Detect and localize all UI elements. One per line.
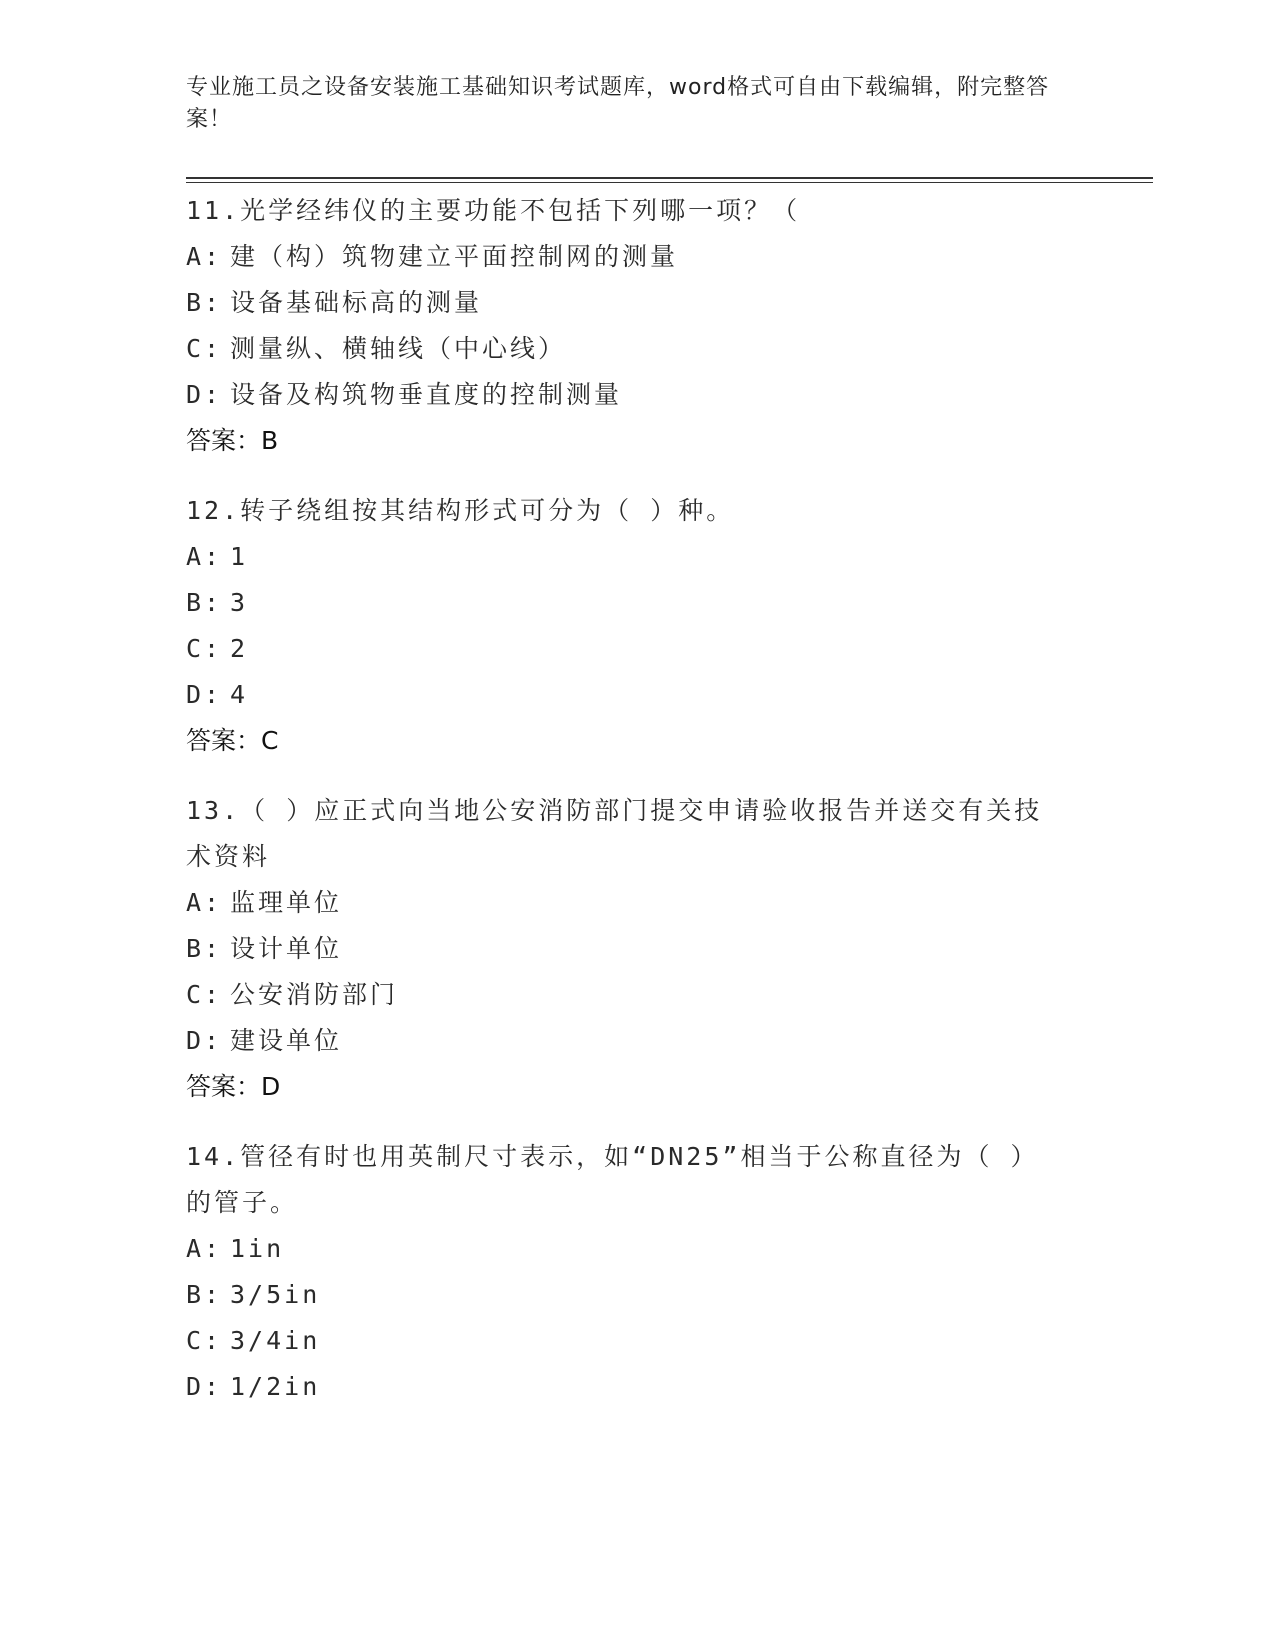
- option-text: 1in: [230, 1234, 285, 1263]
- option-b: [186, 926, 1086, 972]
- option-key: B:: [186, 588, 223, 617]
- option-c: [186, 626, 1086, 672]
- option-a: [186, 880, 1086, 926]
- option-key: D:: [186, 1026, 223, 1055]
- option-key: C:: [186, 334, 223, 363]
- header-rule-thick: [186, 177, 1153, 179]
- option-d: [186, 672, 1086, 718]
- option-key: D:: [186, 380, 223, 409]
- option-key: C:: [186, 980, 223, 1009]
- option-key: D:: [186, 680, 223, 709]
- option-text: 1: [230, 542, 249, 571]
- option-text: 建设单位: [230, 1026, 343, 1055]
- question-11: [186, 188, 1086, 464]
- option-a: [186, 234, 1086, 280]
- header-rule-thin: [186, 182, 1153, 183]
- option-text: 设计单位: [230, 934, 343, 963]
- option-text: 3/4in: [230, 1326, 321, 1355]
- option-d: [186, 1018, 1086, 1064]
- option-key: B:: [186, 934, 223, 963]
- option-key: A:: [186, 1234, 223, 1263]
- option-key: A:: [186, 888, 223, 917]
- option-key: B:: [186, 288, 223, 317]
- option-key: A:: [186, 242, 223, 271]
- option-key: C:: [186, 634, 223, 663]
- option-d: [186, 1364, 1086, 1410]
- option-text: 3: [230, 588, 249, 617]
- option-key: B:: [186, 1280, 223, 1309]
- option-text: 设备及构筑物垂直度的控制测量: [230, 380, 623, 409]
- question-12: [186, 488, 1086, 764]
- question-13: [186, 788, 1086, 1110]
- option-b: [186, 580, 1086, 626]
- option-text: 测量纵、横轴线（中心线）: [230, 334, 567, 363]
- option-text: 3/5in: [230, 1280, 321, 1309]
- option-b: [186, 280, 1086, 326]
- question-stem: 13.（ ）应正式向当地公安消防部门提交申请验收报告并送交有关技术资料: [186, 796, 1043, 871]
- question-stem: 12.转子绕组按其结构形式可分为（ ）种。: [186, 496, 735, 525]
- question-14: [186, 1134, 1086, 1410]
- option-c: [186, 1318, 1086, 1364]
- option-c: [186, 972, 1086, 1018]
- option-a: [186, 1226, 1086, 1272]
- option-text: 监理单位: [230, 888, 343, 917]
- question-stem: 14.管径有时也用英制尺寸表示，如“DN25”相当于公称直径为（ ）的管子。: [186, 1142, 1039, 1217]
- option-c: [186, 326, 1086, 372]
- option-text: 1/2in: [230, 1372, 321, 1401]
- answer-label: 答案：C: [186, 726, 279, 755]
- document-header: 专业施工员之设备安装施工基础知识考试题库，word格式可自由下载编辑，附完整答案！: [186, 75, 1050, 132]
- option-text: 2: [230, 634, 249, 663]
- option-text: 公安消防部门: [230, 980, 399, 1009]
- option-d: [186, 372, 1086, 418]
- option-text: 4: [230, 680, 249, 709]
- option-a: [186, 534, 1086, 580]
- option-b: [186, 1272, 1086, 1318]
- answer-label: 答案：D: [186, 1072, 281, 1101]
- question-stem: 11.光学经纬仪的主要功能不包括下列哪一项？（: [186, 196, 801, 225]
- answer-label: 答案：B: [186, 426, 279, 455]
- option-text: 设备基础标高的测量: [230, 288, 483, 317]
- option-key: D:: [186, 1372, 223, 1401]
- question-list: [186, 188, 1086, 1434]
- option-key: C:: [186, 1326, 223, 1355]
- option-text: 建（构）筑物建立平面控制网的测量: [230, 242, 679, 271]
- option-key: A:: [186, 542, 223, 571]
